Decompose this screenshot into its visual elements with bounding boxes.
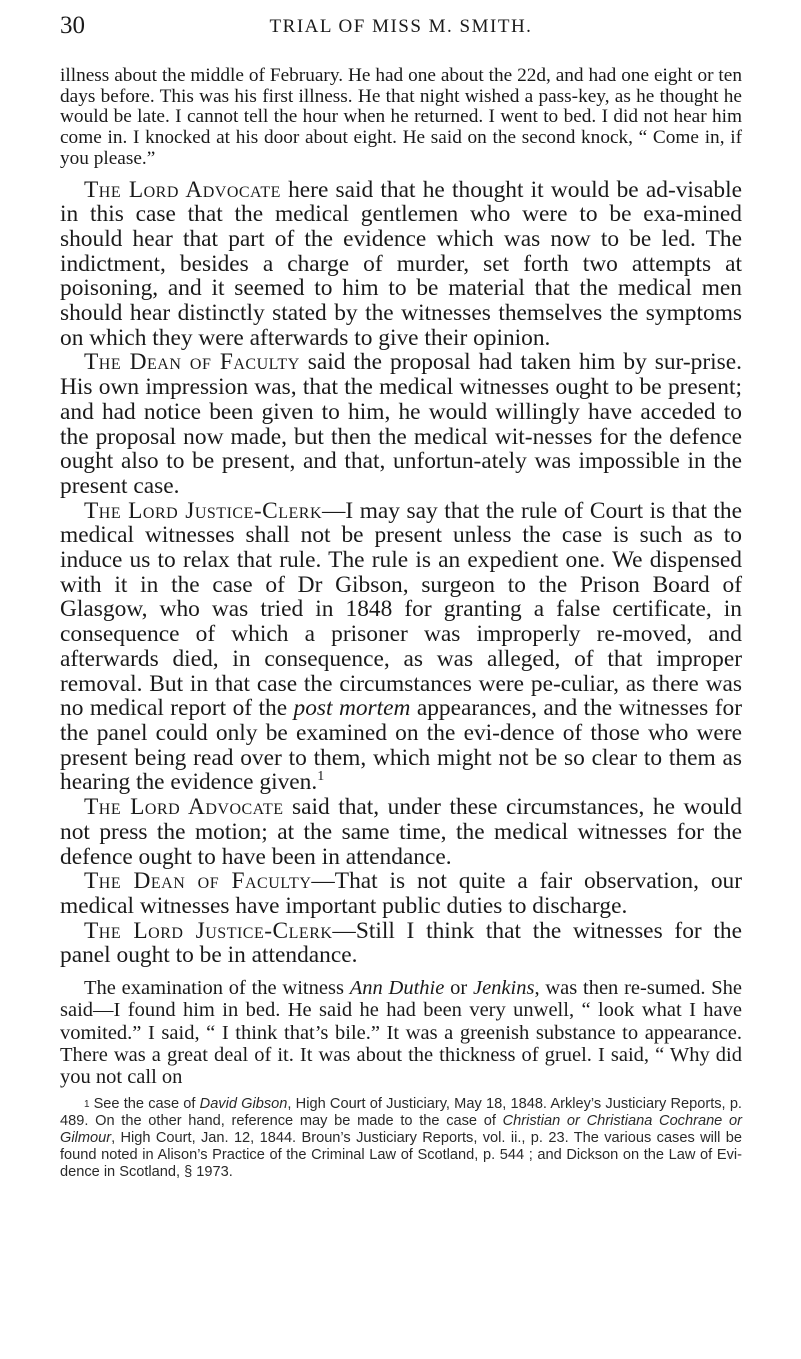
paragraph-dean-of-faculty — [60, 350, 742, 498]
witness-name: Ann Duthie — [349, 977, 445, 1000]
case-name: Christian or Christiana Cochrane or Gilmour — [60, 1112, 742, 1146]
italic-term: post mortem — [293, 695, 411, 722]
speech-text: said the proposal had taken him by sur-prise. His own impression was, that the medical witnesses ought to be present; and had notice been given to him, he would willingly have acceded to the proposal now made, but then the medical wit-nesses for the defence ought also to be present, and that, unfortun-ately was impossible in the present case. — [60, 349, 742, 499]
footnote-text: , High Court of Justiciary, May 18, 1848. Arkley’s Justiciary Reports, p. 489. On the other hand, reference may be made to the case of — [60, 1095, 742, 1129]
speaker-name: The Lord Justice-Clerk — [84, 917, 333, 944]
speech-text: appearances, and the witnesses for the panel could only be examined on the evi-dence of those who were present being read over to them, which might not be so clear to them as hearing the evidence given. — [60, 695, 742, 796]
speech-text: —Still I think that the witnesses for the panel ought to be in attendance. — [60, 917, 742, 969]
footnote-mark: 1 — [84, 1098, 90, 1110]
paragraph-lord-justice-clerk-reply — [60, 919, 742, 968]
paragraph-lord-advocate — [60, 178, 742, 351]
paragraph-examination-resumed — [60, 977, 742, 1088]
witness-alias: Jenkins — [472, 977, 535, 1000]
speaker-name: The Lord Advocate — [84, 176, 281, 203]
page-body — [60, 66, 742, 1181]
footnote-text: , High Court, Jan. 12, 1844. Broun’s Justiciary Reports, vol. ii., p. 23. The various cases will be found noted in Alison’s Practice of the Criminal Law of Scotland, p. 544 ; and Dickson on the Law of Evi-dence in Scotland, § 1973. — [60, 1129, 742, 1180]
running-title: TRIAL OF MISS M. SMITH. — [269, 16, 533, 37]
page-header — [60, 12, 742, 42]
speech-text: said that, under these circumstances, he would not press the motion; at the same time, the medical witnesses for the defence ought to have been in attendance. — [60, 794, 742, 870]
narrative-text: , was then re-sumed. She said—I found him in bed. He said he had been very unwell, “ look what I have vomited.” I said, “ I think that’s bile.” It was a greenish substance to appearance. There was a great deal of it. It was about the thickness of gruel. I said, “ Why did you not call on — [60, 977, 743, 1089]
speaker-name: The Dean of Faculty — [84, 349, 300, 376]
paragraph-lord-advocate-reply — [60, 795, 742, 869]
narrative-text: The examination of the witness — [84, 977, 350, 1000]
speech-text: here said that he thought it would be ad-visable in this case that the medical gentlemen who were to be exa-mined should hear that part of the evidence which was now to be led. The indictment, besides a charge of murder, set forth two attempts at poisoning, and it seemed to him to be material that the medical men should hear distinctly stated by the witnesses themselves the symptoms on which they were afterwards to give their opinion. — [60, 176, 742, 351]
paragraph-lord-justice-clerk — [60, 499, 742, 795]
narrative-text: or — [444, 977, 473, 1000]
speaker-name: The Lord Justice-Clerk — [84, 497, 323, 524]
speaker-name: The Lord Advocate — [84, 794, 284, 821]
speech-text: —That is not quite a fair observation, our medical witnesses have important public duties to discharge. — [60, 868, 743, 919]
paragraph-dean-of-faculty-reply — [60, 869, 742, 918]
footnote — [60, 1096, 742, 1181]
paragraph-testimony-continued: illness about the middle of February. He had one about the 22d, and had one eight or ten days before. This was his first illness. He that night wished a pass-key, as he thought he would be late. I cannot tell the hour when he returned. I went to bed. I did not hear him come in. I knocked at his door about eight. He said on the second knock, “ Come in, if you please.” — [60, 65, 742, 169]
speech-text: —I may say that the rule of Court is that the medical witnesses shall not be present unless the case is such as to induce us to relax that rule. The rule is an expedient one. We dispensed with it in the case of Dr Gibson, surgeon to the Prison Board of Glasgow, who was tried in 1848 for granting a false certificate, in consequence of which a prisoner was improperly re-moved, and afterwards died, in consequence, as was alleged, of that improper removal. But in that case the circumstances were pe-culiar, as there was no medical report of the — [60, 497, 742, 722]
speaker-name: The Dean of Faculty — [84, 868, 312, 895]
footnote-reference[interactable]: 1 — [317, 768, 325, 785]
footnote-text: See the case of — [93, 1095, 200, 1112]
page-number: 30 — [60, 12, 85, 39]
case-name: David Gibson — [199, 1095, 288, 1112]
